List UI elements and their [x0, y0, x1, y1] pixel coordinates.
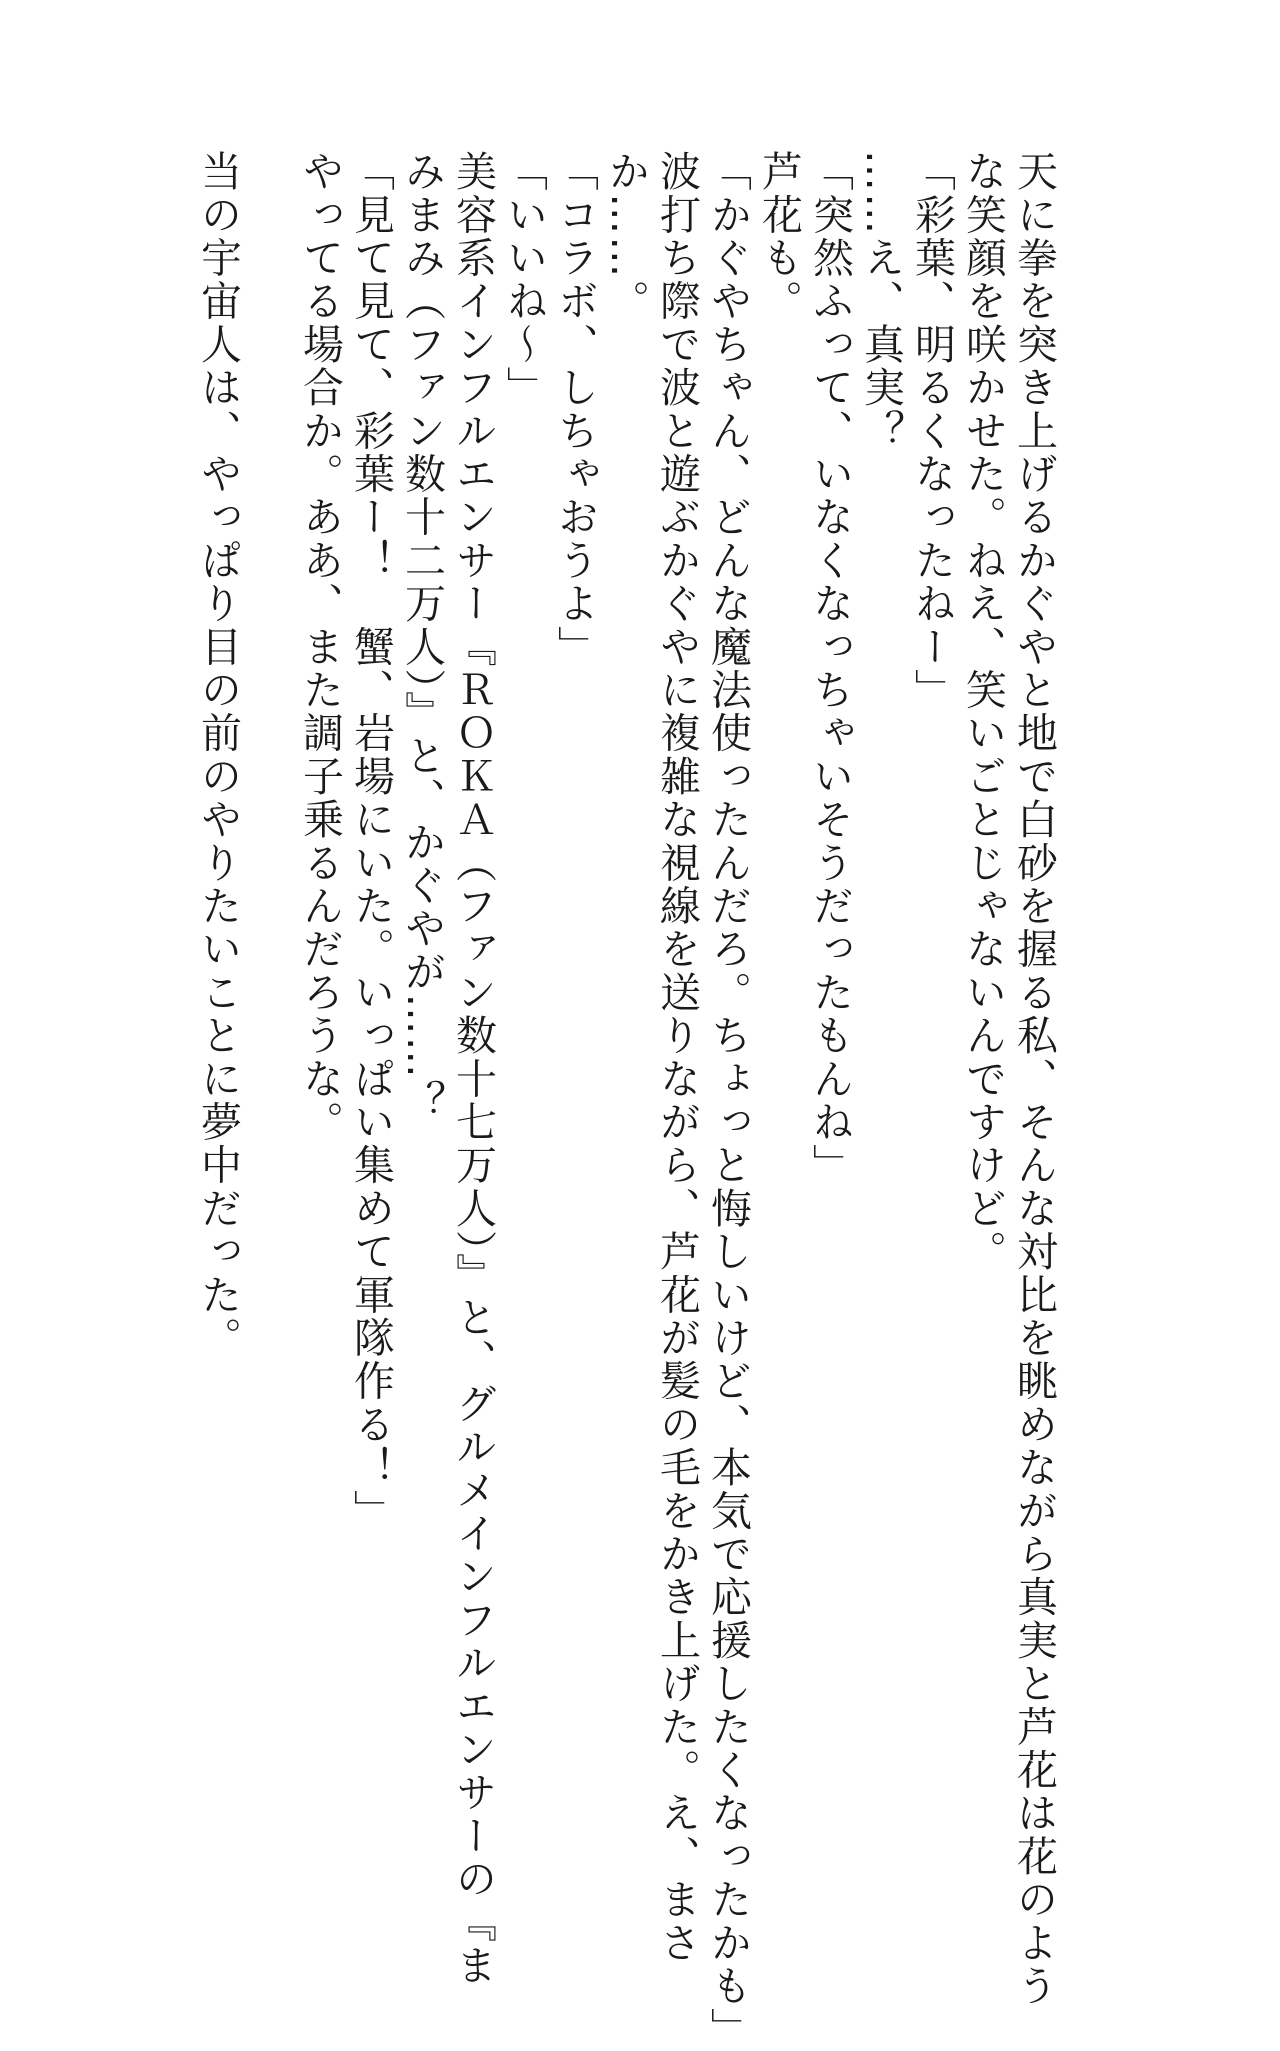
dialogue-line: 「いいね～」 — [500, 150, 548, 410]
dialogue-line: 「かぐやちゃん、どんな魔法使ったんだろ。ちょっと悔しいけど、本気で応援したくなったかも」 — [704, 150, 752, 2051]
text-line: みまみ（ファン数十二万人）』と、かぐやが……？ — [398, 150, 446, 1124]
text-line: 波打ち際で波と遊ぶかぐやに複雑な視線を送りながら、芦花が髪の毛をかき上げた。え、まさ — [653, 150, 701, 1965]
text-line: か……。 — [602, 150, 650, 323]
dialogue-line: 「コラボ、しちゃおうよ」 — [551, 150, 599, 669]
dialogue-line: 「突然ふって、いなくなっちゃいそうだったもんね」 — [806, 150, 854, 1187]
text-line: な笑顔を咲かせた。ねえ、笑いごとじゃないんですけど。 — [959, 150, 1007, 1274]
text-line: 芦花も。 — [755, 150, 803, 323]
text-line: 美容系インフルエンサー『ＲＯＫＡ（ファン数十七万人）』と、グルメインフルエンサーの『ま — [449, 150, 497, 1988]
dialogue-line: 「見て見て、彩葉ー！ 蟹、岩場にいた。いっぱい集めて軍隊作る！」 — [347, 150, 395, 1533]
text-line: 当の宇宙人は、やっぱり目の前のやりたいことに夢中だった。 — [194, 150, 242, 1360]
text-line: ……え、真実？ — [857, 150, 905, 453]
text-line: 天に拳を突き上げるかぐやと地で白砂を握る私、そんな対比を眺めながら真実と芦花は花のよう — [1010, 150, 1058, 2008]
dialogue-line: 「彩葉、明るくなったねー」 — [908, 150, 956, 712]
text-line: やってる場合か。ああ、また調子乗るんだろうな。 — [296, 150, 344, 1144]
